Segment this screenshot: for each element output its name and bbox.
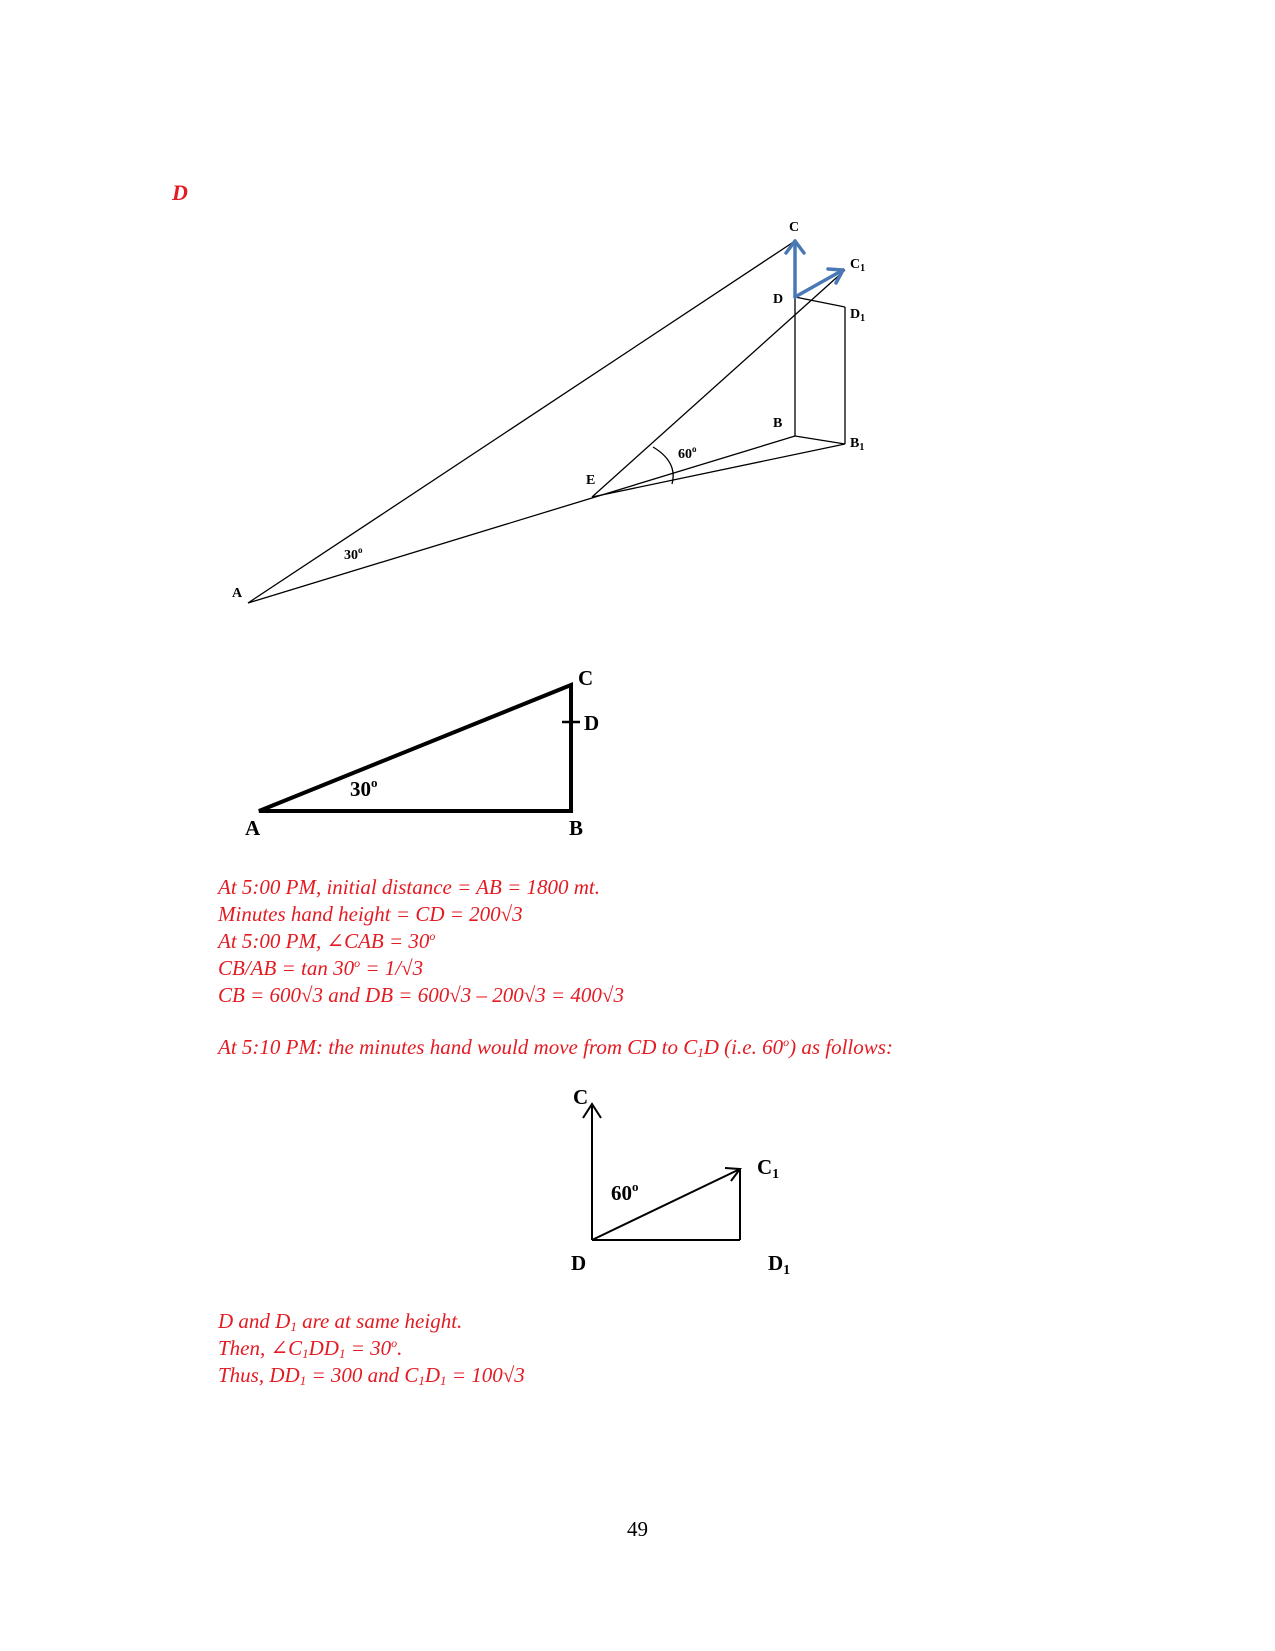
solution-line-6: At 5:10 PM: the minutes hand would move from CD to $C_1D$ (i.e. 60$^o$) as follows: (218, 1035, 893, 1060)
solution-line-5: CB = 600√3 and DB = 600√3 – 200√3 = 400√3 (218, 983, 624, 1007)
fig1-label-b1: $B_1$ (850, 436, 865, 453)
fig3-label-d1: D1 (768, 1251, 791, 1278)
fig1-label-e: E (586, 473, 596, 488)
fig3-label-c1: C1 (757, 1155, 780, 1182)
fig3-label-d: D (571, 1251, 587, 1275)
answer-label: D (172, 180, 188, 205)
fig1-label-d1: $D_1$ (850, 307, 866, 324)
fig2-label-a: A (245, 816, 261, 840)
fig2-label-b: B (569, 816, 584, 840)
solution-line-3: At 5:00 PM, ∠CAB = $30^o$ (218, 929, 436, 953)
fig2-label-c: C (578, 666, 594, 690)
fig1-label-d: D (773, 292, 784, 307)
solution-line-2: Minutes hand height = CD = 200√3 (218, 902, 523, 926)
fig1-label-c1: $C_1$ (850, 257, 866, 274)
solution-line-4: $CB/AB = \tan 30^o = 1/√3$ (218, 956, 424, 980)
fig2-label-d: D (584, 711, 600, 735)
fig1-angle-60: 60$^o$ (678, 444, 697, 462)
line-dd1 (795, 297, 845, 307)
conclusion-line-1: D and $D_1$ are at same height. (218, 1309, 463, 1334)
fig1-label-b: B (773, 416, 783, 431)
fig3-label-c: C (573, 1085, 589, 1109)
fig3-angle-60: 60$^o$ (611, 1179, 639, 1205)
line-bb1 (795, 436, 845, 444)
fig2-angle-30: 30$^o$ (350, 775, 378, 801)
line-ab (248, 436, 795, 603)
solution-text (218, 874, 624, 1009)
page-number: 49 (627, 1517, 648, 1541)
line-ac (248, 241, 795, 603)
fig1-angle-30: 30$^o$ (344, 545, 363, 563)
fig1-label-a: A (232, 586, 243, 601)
conclusion-line-3: Thus, $DD_1 = 300$ and $C_1D_1 = 100√3$ (218, 1363, 525, 1388)
conclusion-text (218, 1308, 525, 1389)
solution-line-1: At 5:00 PM, initial distance = AB = 1800 mt. (218, 875, 600, 899)
fig1-label-c: C (789, 220, 800, 235)
conclusion-line-2: Then, $\angle C_1DD_1 = 30^o$. (218, 1336, 403, 1361)
line-ec1 (592, 270, 845, 497)
line-eb1 (592, 444, 845, 497)
triangle-abc (259, 685, 571, 811)
